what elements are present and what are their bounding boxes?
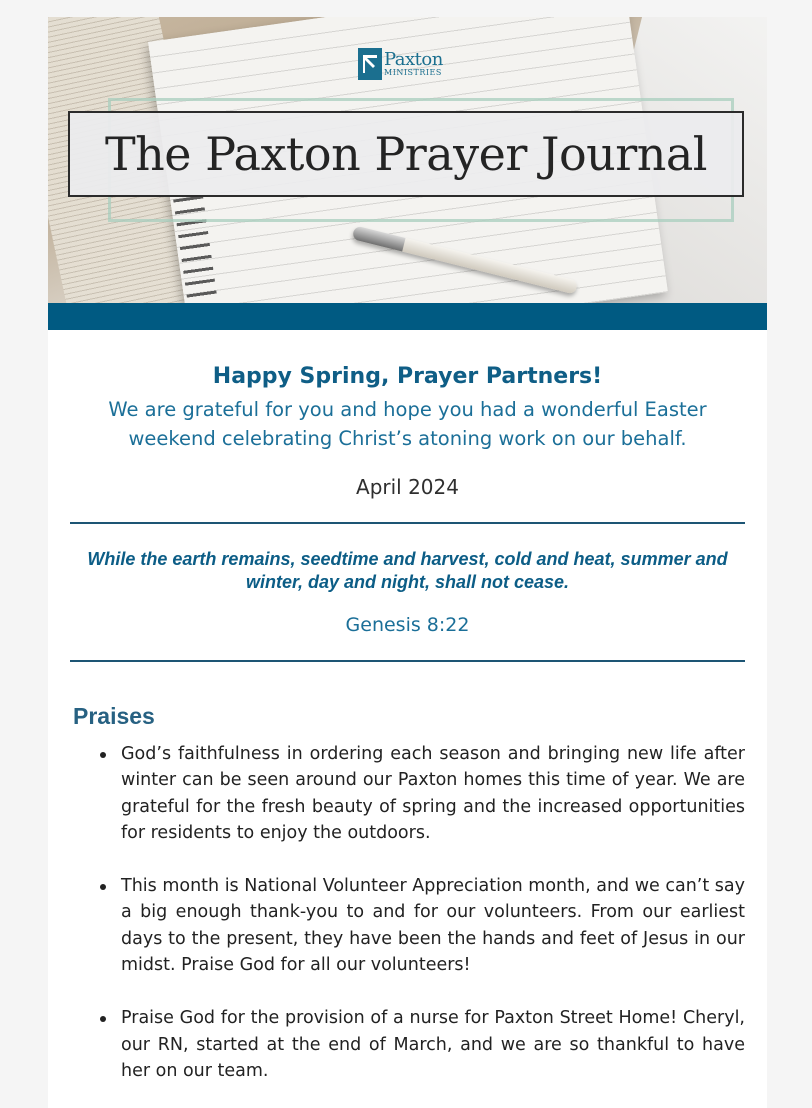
scripture-verse: While the earth remains, seedtime and harvest, cold and heat, summer and winter, day and night, shall not cease. <box>87 549 728 592</box>
list-item <box>73 873 745 978</box>
page-title: The Paxton Prayer Journal <box>104 127 708 181</box>
greeting-heading: Happy Spring, Prayer Partners! <box>212 364 603 389</box>
list-item <box>73 1005 745 1084</box>
logo-subtitle: MINISTRIES <box>384 68 442 77</box>
title-box <box>68 111 744 197</box>
header-banner <box>48 17 767 303</box>
bullet-icon <box>100 884 106 890</box>
divider-bottom <box>70 660 745 662</box>
praise-text: Praise God for the provision of a nurse for Paxton Street Home! Cheryl, our RN, started at the end of March, and we are so thankful to have her on our team. <box>121 1008 745 1081</box>
praises-heading: Praises <box>73 703 155 729</box>
bullet-icon <box>100 1016 106 1022</box>
scripture-reference: Genesis 8:22 <box>345 614 470 636</box>
logo-mark-icon <box>358 48 382 80</box>
logo-name: Paxton <box>384 49 443 70</box>
praise-text: This month is National Volunteer Appreciation month, and we can’t say a big enough thank-you to and for our volunteers. From our earliest days to the present, they have been the hands and feet of Jesus in our midst. Praise God for all our volunteers! <box>121 876 745 976</box>
praises-list <box>73 741 745 1108</box>
header-divider-band <box>48 303 767 330</box>
newsletter-card <box>48 17 767 1108</box>
bullet-icon <box>100 752 106 758</box>
list-item <box>73 741 745 846</box>
intro-message: We are grateful for you and hope you had a wonderful Easter weekend celebrating Christ’s atoning work on our behalf. <box>108 398 707 450</box>
issue-date: April 2024 <box>356 475 459 499</box>
praise-text: God’s faithfulness in ordering each season and bringing new life after winter can be seen around our Paxton homes this time of year. We are grateful for the fresh beauty of spring and the increased opportunities for residents to enjoy the outdoors. <box>121 744 745 843</box>
divider-top <box>70 522 745 524</box>
paxton-ministries-logo <box>358 45 443 83</box>
